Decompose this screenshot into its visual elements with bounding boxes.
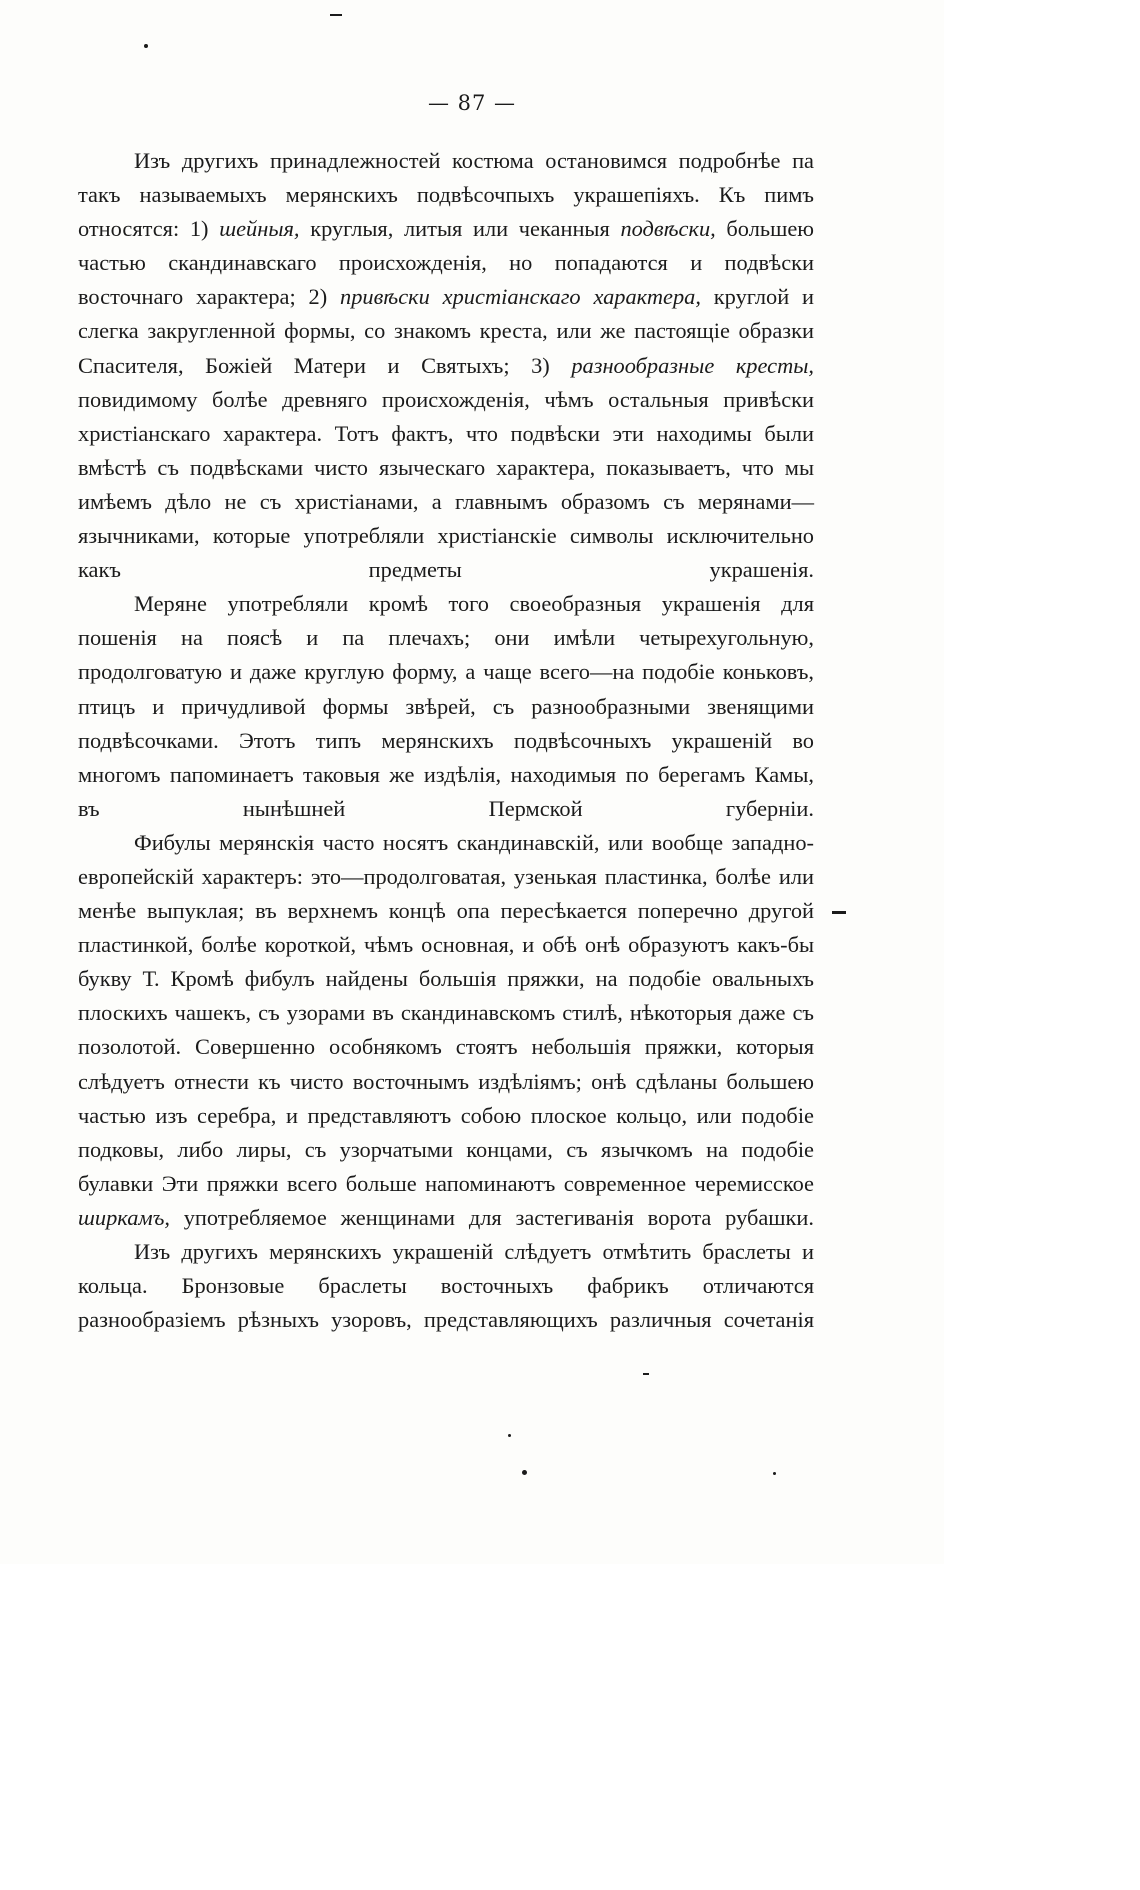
paragraph-1 <box>78 144 814 587</box>
text-run: употребляемое женщинами для застегиванія ворота рубашки. <box>169 1204 814 1230</box>
text-run: круглыя, литыя или чеканныя <box>299 216 621 242</box>
italic-run: разнообразные кресты, <box>571 352 814 378</box>
paragraph-3 <box>78 826 814 1235</box>
text-run: большею частью скандинавскаго происхожденія, но попадаются и подвѣски восточнаго характера; 2) <box>78 216 814 310</box>
paragraph-4 <box>78 1235 814 1337</box>
page-number-header: — 87 — <box>427 91 517 115</box>
text-run: повидимому болѣе древняго происхожденія, чѣмъ остальныя привѣски христіанскаго характера. Тотъ фактъ, что подвѣски эти находимы были вмѣстѣ съ подвѣсками чисто языческаго характера, показываетъ, что мы имѣемъ дѣло не съ христіанами, а главнымъ образомъ съ мерянами—язычниками, которые употребляли христіанскіе символы исключительно какъ предметы украшенія. <box>78 386 814 583</box>
scan-speck-top <box>330 14 342 16</box>
italic-run: ширкамъ, <box>78 1204 170 1230</box>
scan-speck-left <box>144 44 148 48</box>
scan-speck-bottom-3 <box>773 1472 776 1475</box>
text-run: Изъ другихъ принадлежностей костюма остановимся подробнѣе па такъ называемыхъ мерянскихъ подвѣсочпыхъ украшепіяхъ. Къ пимъ относятся: 1) <box>78 148 814 242</box>
scan-speck-bottom-1 <box>643 1373 649 1375</box>
italic-run: привѣски христіанскаго характера, <box>340 284 701 310</box>
text-run: круглой и слегка закругленной формы, со знакомъ креста, или же пастоящіе образки Спасителя, Божіей Матери и Святыхъ; 3) <box>78 284 814 378</box>
scan-speck-bottom-4 <box>508 1434 511 1437</box>
italic-run: подвѣски, <box>620 216 716 242</box>
scan-speck-bottom-2 <box>522 1470 527 1475</box>
text-run: Меряне употребляли кромѣ того своеобразныя украшенія для пошенія на поясѣ и па плечахъ; они имѣли четырехугольную, продолговатую и даже круглую форму, а чаще всего—на подобіе коньковъ, птицъ и причудливой формы звѣрей, съ разнообразными звенящими подвѣсочками. Этотъ типъ мерянскихъ подвѣсочныхъ украшеній во многомъ папоминаетъ таковыя же издѣлія, находимыя по берегамъ Камы, въ нынѣшней Пермской губерніи. <box>78 591 814 821</box>
body-text <box>78 144 814 1337</box>
text-run: Фибулы мерянскія часто носятъ скандинавскій, или вообще западно-европейскій характеръ: это—продолговатая, узенькая пластинка, болѣе или менѣе выпуклая; въ верхнемъ концѣ опа пересѣкается поперечно другой пластинкой, болѣе короткой, чѣмъ основная, и обѣ онѣ образуютъ какъ-бы букву Т. Кромѣ фибулъ найдены большія пряжки, на подобіе овальныхъ плоскихъ чашекъ, съ узорами въ скандинавскомъ стилѣ, нѣкоторыя даже съ позолотой. Совершенно особнякомъ стоятъ небольшія пряжки, которыя слѣдуетъ отнести къ чисто восточнымъ издѣліямъ; онѣ сдѣланы большею частью изъ серебра, и представляютъ собою плоское кольцо, или подобіе подковы, либо лиры, съ узорчатыми концами, съ язычкомъ на подобіе булавки Эти пряжки всего больше напоминаютъ современное черемисское <box>78 829 814 1196</box>
italic-run: шейныя, <box>219 216 300 242</box>
paragraph-2 <box>78 587 814 826</box>
text-run: Изъ другихъ мерянскихъ украшеній слѣдуетъ отмѣтить браслеты и кольца. Бронзовые браслеты восточныхъ фабрикъ отличаются разнообразіемъ рѣзныхъ узоровъ, представляющихъ различныя сочетанія <box>78 1239 814 1333</box>
scan-speck-margin-right <box>832 911 846 914</box>
